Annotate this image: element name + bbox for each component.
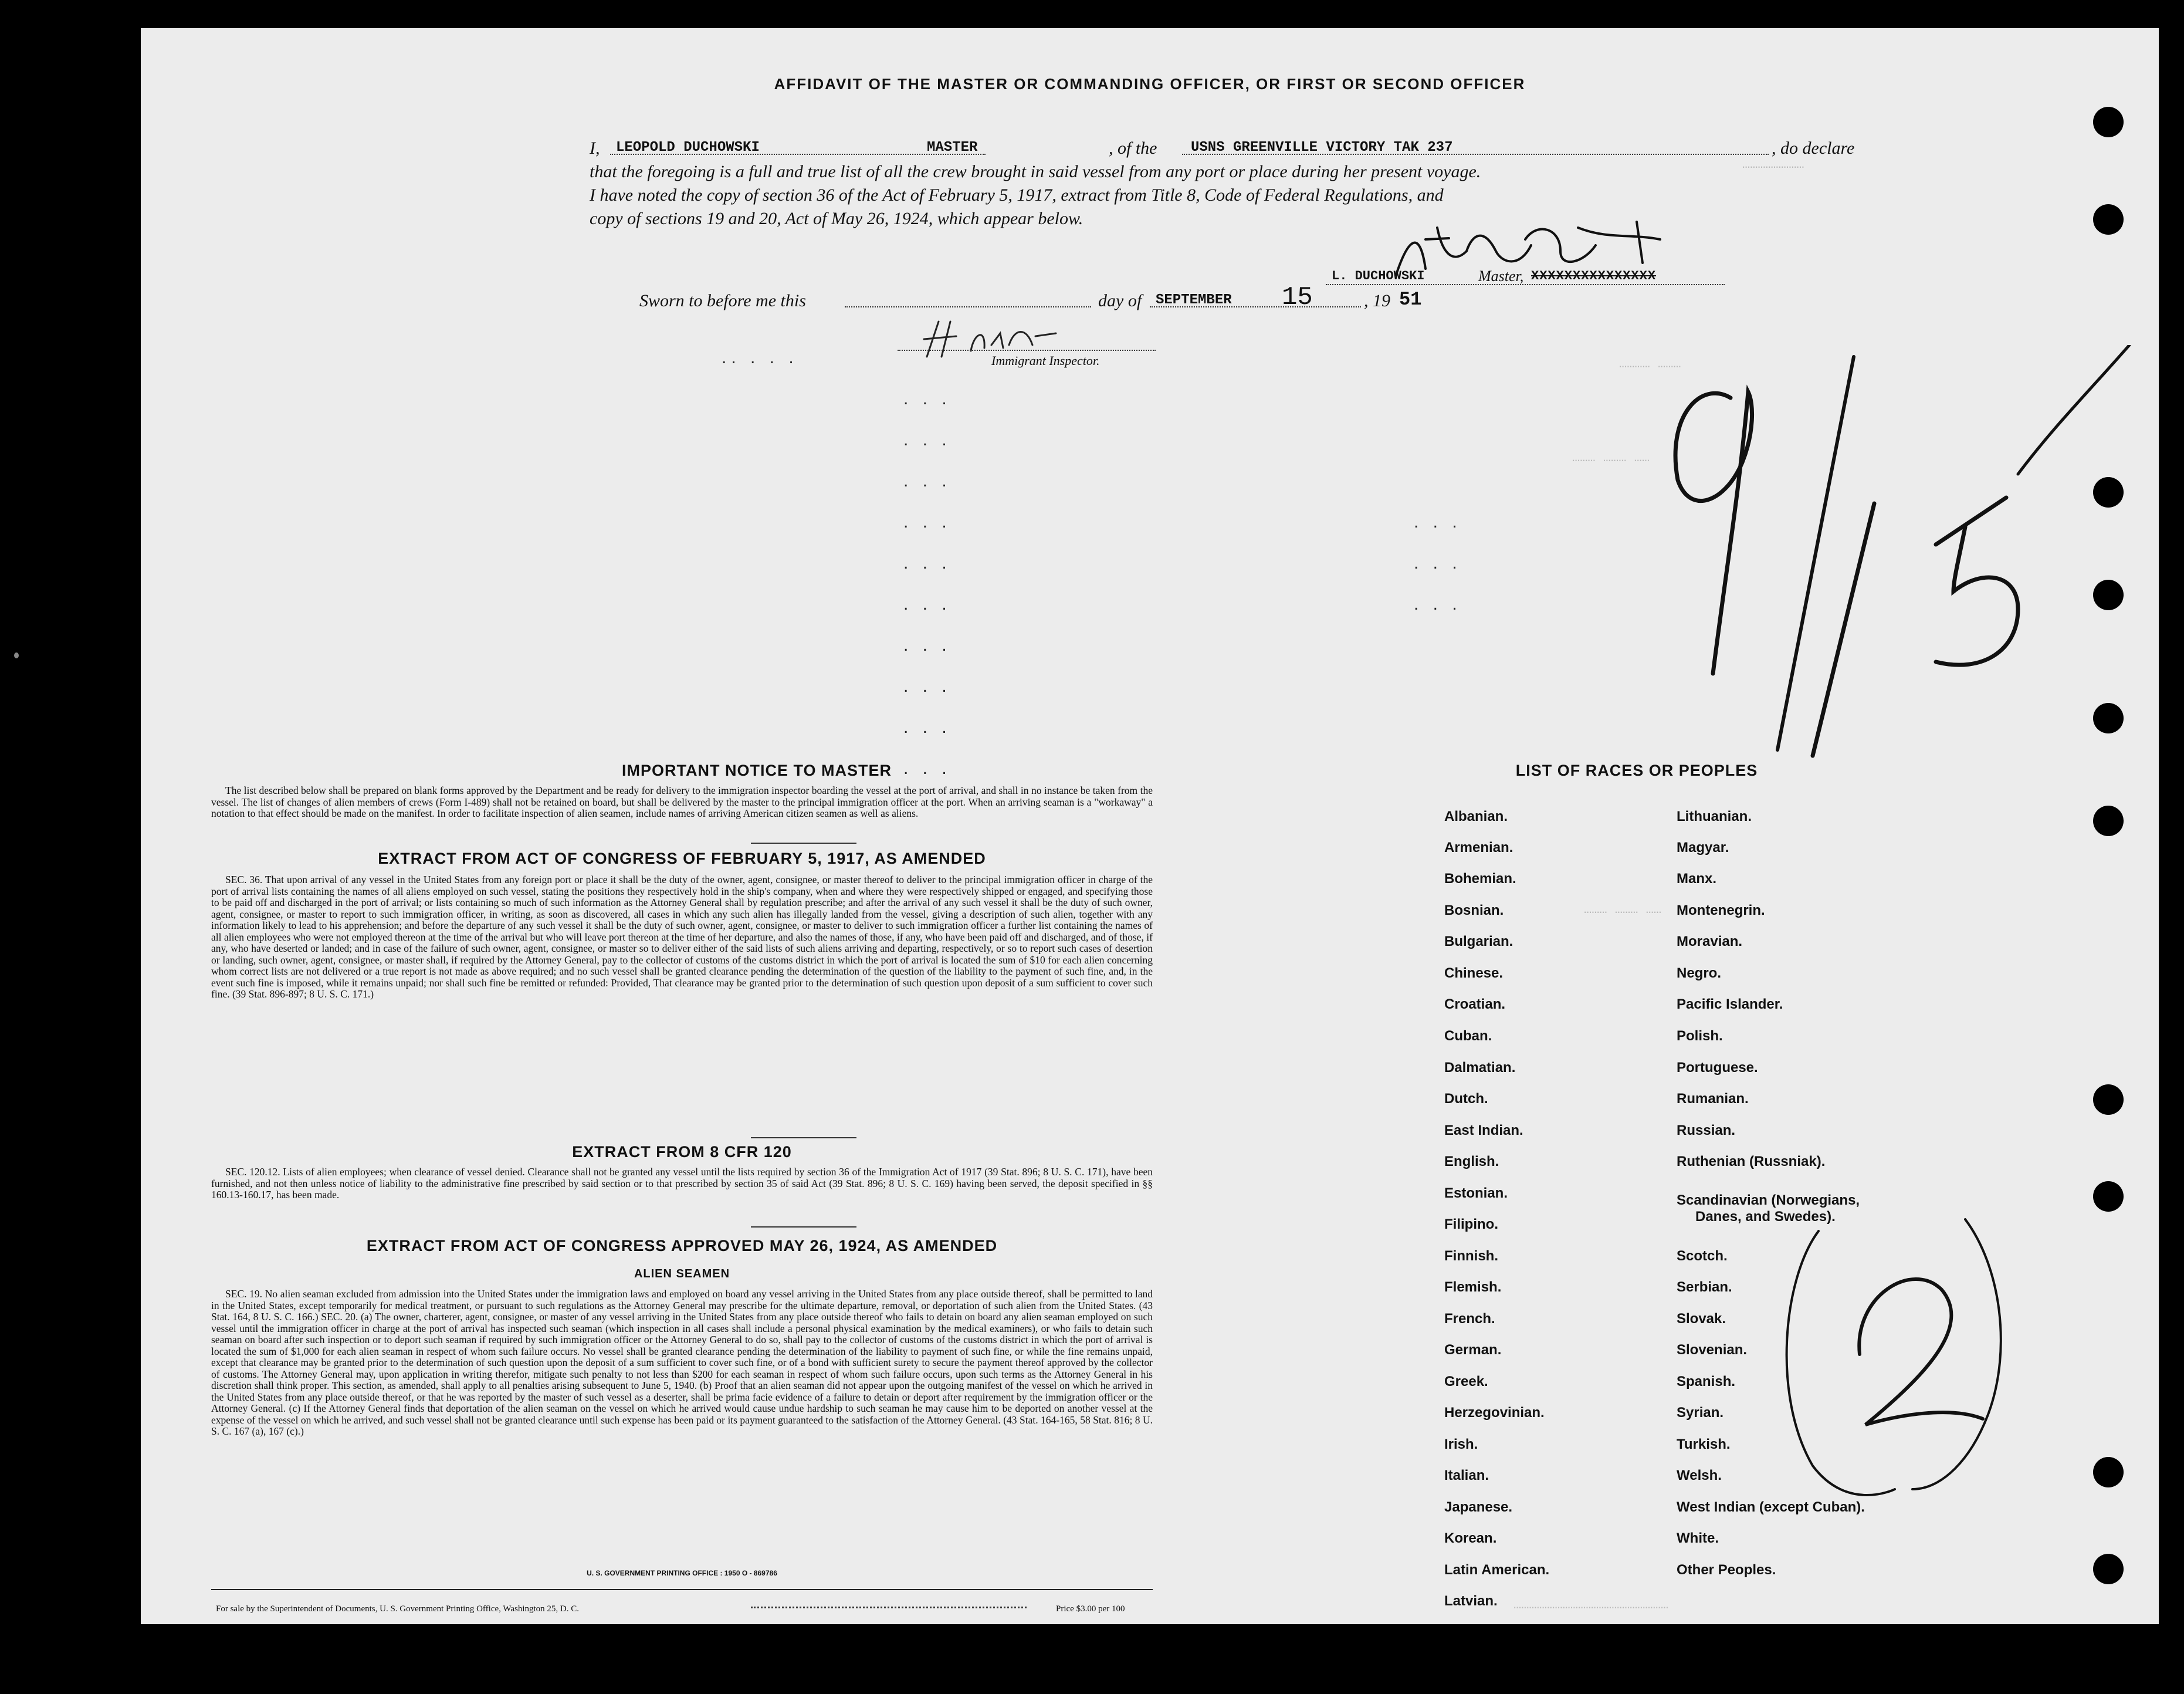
ditto-marks: . . . [1414,553,1462,573]
ditto-marks: . . . [903,677,952,696]
punch-hole [2093,204,2124,235]
inspector-line [898,350,1156,351]
extract-1917-title: EXTRACT FROM ACT OF CONGRESS OF FEBRUARY 5, 1917, AS AMENDED [378,850,986,867]
race-left-item: Herzegovinian. [1444,1405,1545,1421]
gpo-imprint: U. S. GOVERNMENT PRINTING OFFICE : 1950 O - 869786 [587,1569,777,1577]
affidavit-line-3: I have noted the copy of section 36 of the Act of February 5, 1917, extract from Title 8, Code of Federal Regulations, and [590,185,1444,205]
race-right-item: Russian. [1677,1122,1736,1138]
race-left-item: French. [1444,1311,1495,1327]
affidavit-prefix: I, [590,138,600,158]
race-right-item: White. [1677,1530,1719,1546]
race-left-item: Irish. [1444,1436,1478,1452]
race-right-item: Serbian. [1677,1279,1732,1295]
of-the-text: , of the [1109,138,1157,158]
section-rule [751,843,856,844]
ditto-marks: . . . [903,594,952,614]
race-left-item: Japanese. [1444,1499,1513,1515]
race-right-item: Portuguese. [1677,1060,1758,1076]
extract-1924-subtitle: ALIEN SEAMEN [634,1267,730,1280]
form-sheet [141,28,2159,1624]
ditto-marks: .. . . . [722,348,798,367]
race-right-item: Scotch. [1677,1248,1728,1264]
struck-text: XXXXXXXXXXXXXXX [1531,269,1657,283]
master-name: LEOPOLD DUCHOWSKI [616,140,760,155]
race-right-item: West Indian (except Cuban). [1677,1499,1865,1515]
ditto-marks: . . . [903,718,952,737]
year-suffix: 51 [1399,289,1422,310]
section-rule [751,1226,856,1228]
signature-line [1326,284,1725,285]
signer-typed-name: L. DUCHOWSKI [1332,269,1425,283]
bleed-through-text: ……… ……… …… [1584,902,1662,917]
handwritten-date [1607,345,2135,814]
race-right-item: Welsh. [1677,1468,1722,1483]
punch-hole [2093,1084,2124,1115]
ditto-marks: . . . [903,553,952,573]
affidavit-line-4: copy of sections 19 and 20, Act of May 26, 1924, which appear below. [590,209,1083,228]
sale-leader [751,1607,1027,1608]
race-left-item: Korean. [1444,1530,1497,1546]
race-left-item: Italian. [1444,1468,1489,1483]
punch-hole [2093,1554,2124,1584]
race-left-item: Estonian. [1444,1185,1508,1201]
race-left-item: Latvian. [1444,1593,1498,1609]
race-right-item: Other Peoples. [1677,1562,1776,1578]
race-left-item: Chinese. [1444,965,1504,981]
race-right-item: Montenegrin. [1677,902,1765,918]
punch-hole [2093,1457,2124,1487]
race-right-item: Moravian. [1677,934,1743,949]
ditto-marks: . . . [1414,594,1462,614]
race-left-item: Dalmatian. [1444,1060,1516,1076]
race-left-item: Cuban. [1444,1028,1492,1044]
price-notice: Price $3.00 per 100 [1056,1604,1125,1614]
ditto-marks: . . . [1414,512,1462,532]
race-right-item: Lithuanian. [1677,809,1752,824]
sworn-day: 15 [1282,283,1313,312]
race-left-item: Croatian. [1444,996,1506,1012]
notice-text: The list described below shall be prepared on blank forms approved by the Department and be ready for delivery to the immigration inspector boarding the vessel at the port of arrival, and shall in no instance be taken from the vessel. The list of changes of alien members of crews (Form I-489) shall not be retained on board, but shall be delivered by the master to the principal immigration officer at the port. When an arriving seaman is a "workaway" a notation to that effect should be made on the manifest. In order to facilitate inspection of alien seamen, include names of arriving American citizen seamen as well as aliens. [211,785,1153,819]
year-prefix: , 19 [1364,291,1390,310]
day-of-text: day of [1098,291,1142,310]
races-title: LIST OF RACES OR PEOPLES [1515,762,1758,779]
race-left-item: Dutch. [1444,1091,1488,1107]
bleed-through-text: …………………… [1742,157,1804,172]
affidavit-title: AFFIDAVIT OF THE MASTER OR COMMANDING OFFICER, OR FIRST OR SECOND OFFICER [774,75,1526,93]
race-right-item: Negro. [1677,965,1722,981]
ditto-marks: . . . [903,635,952,655]
sale-notice: For sale by the Superintendent of Documents, U. S. Government Printing Office, Washington 25, D. C. [216,1604,579,1614]
footer-rule [211,1589,1153,1590]
race-right-item: Danes, and Swedes). [1695,1209,1836,1225]
race-left-item: East Indian. [1444,1122,1523,1138]
race-right-item: Magyar. [1677,840,1729,856]
race-right-item: Ruthenian (Russniak). [1677,1154,1826,1169]
race-left-item: Flemish. [1444,1279,1502,1295]
bleed-through-text: ……… ……… …… [1572,451,1650,465]
ditto-marks: . . . [903,430,952,449]
vessel-name: USNS GREENVILLE VICTORY TAK 237 [1191,140,1453,155]
race-left-item: Bohemian. [1444,871,1516,887]
race-right-item: Spanish. [1677,1374,1736,1389]
affidavit-line-2: that the foregoing is a full and true list of all the crew brought in said vessel from any port or place during her present voyage. [590,162,1481,181]
race-right-item: Slovenian. [1677,1342,1748,1358]
race-left-item: Armenian. [1444,840,1513,856]
race-right-item: Turkish. [1677,1436,1731,1452]
punch-hole [2093,1181,2124,1212]
race-right-item: Rumanian. [1677,1091,1749,1107]
race-right-item: Polish. [1677,1028,1723,1044]
sworn-day-field [845,306,1091,307]
race-right-item: Scandinavian (Norwegians, [1677,1192,1860,1208]
punch-hole [2093,107,2124,137]
bleed-through-text: ………… ……… [1619,357,1681,371]
race-left-item: Bosnian. [1444,902,1504,918]
race-left-item: Latin American. [1444,1562,1550,1578]
scan-speck [14,652,19,658]
inspector-label: Immigrant Inspector. [991,353,1100,368]
race-left-item: Greek. [1444,1374,1488,1389]
signer-title: Master, [1478,268,1524,285]
extract-cfr-title: EXTRACT FROM 8 CFR 120 [572,1143,792,1161]
bleed-through-text: …………………………………………………… [1513,1598,1669,1612]
race-right-item: Syrian. [1677,1405,1724,1421]
master-rank: MASTER [927,140,978,155]
section-rule [751,1137,856,1138]
ditto-marks: . . . [903,759,952,778]
sworn-month: SEPTEMBER [1156,292,1232,308]
race-left-item: English. [1444,1154,1499,1169]
race-left-item: Bulgarian. [1444,934,1513,949]
race-left-item: Finnish. [1444,1248,1498,1264]
extract-1924-text: SEC. 19. No alien seaman excluded from admission into the United States under the immigration laws and employed on board any vessel arriving in the United States from any place outside thereof, shall be permitted to land in the United States, except temporarily for medical treatment, or pursuant to such regulations as the Attorney General may prescribe for the ultimate departure, removal, or deportation of such alien from the United States. (43 Stat. 164, 8 U. S. C. 166.) SEC. 20. (a) The owner, charterer, agent, consignee, or master of any vessel arriving in the United States from any place outside thereof who fails to detain on board any alien seaman employed on such vessel until the immigration officer in charge at the port of arrival has inspected such seaman (which inspection in all cases shall include a personal physical examination by the medical examiners), or who fails to detain such seaman on board after such inspection or to deport such seaman if required by such immigration officer or the Attorney General to do so, shall pay to the collector of customs of the customs district in which the port of arrival is located the sum of $1,000 for each alien seaman in respect of whom such failure occurs. No vessel shall be granted clearance pending the determination of the liability to payment of such fine, or while the fine remains unpaid, except that clearance may be granted prior to the determination of such question upon the deposit of a sum sufficient to cover such fine, or of a bond with sufficient surety to secure the payment thereof approved by the collector of customs. The Attorney General may, upon application in writing therefor, mitigate such penalty to not less than $200 for each seaman in respect of whom such failure occurs, upon such terms as the Attorney General in his discretion shall think proper. This section, as amended, shall apply to all penalties arising subsequent to June 5, 1940. (b) Proof that an alien seaman did not appear upon the outgoing manifest of the vessel on which he arrived in the United States from any place outside thereof, or that he was reported by the master of such vessel as a deserter, shall be prima facie evidence of a failure to detain or deport after requirement by the immigration officer or the Attorney General. (c) If the Attorney General finds that deportation of the alien seaman on the vessel on which he arrived would cause undue hardship to such seaman he may cause him to be deported on another vessel at the expense of the vessel on which he arrived, and such vessel shall not be granted clearance until such expense has been paid or its payment guaranteed to the satisfaction of the Attorney General. (43 Stat. 164-165, 58 Stat. 816; 8 U. S. C. 167 (a), 167 (c).) [211,1288,1153,1437]
sworn-prefix: Sworn to before me this [639,291,806,310]
ditto-marks: . . . [903,512,952,532]
ditto-marks: . . . [903,389,952,408]
notice-title: IMPORTANT NOTICE TO MASTER [622,762,892,779]
affidavit-line-1 [590,138,600,158]
race-right-item: Slovak. [1677,1311,1726,1327]
extract-1917-text: SEC. 36. That upon arrival of any vessel in the United States from any foreign port or place it shall be the duty of the owner, agent, consignee, or master thereof to deliver to the principal immigration officer in charge of the port of arrival lists containing the names of all aliens employed on such vessel, stating the positions they respectively hold in the ship's company, when and where they were respectively shipped or engaged, and specifying those to be paid off and discharged in the port of arrival; or lists containing so much of such information as the Attorney General shall by regulation prescribe; and after the arrival of any such vessel it shall be the duty of such owner, agent, consignee, or master to report to such immigration officer, in writing, as soon as discovered, all cases in which any such alien has illegally landed from the vessel, giving a description of such alien, together with any information likely to lead to his apprehension; and before the departure of any such vessel it shall be the duty of such owner, agent, consignee, or master to deliver to such immigration officer a further list containing the names of all alien employees who were not employed thereon at the time of the arrival but who will leave port thereon at the time of her departure, and also the names of those, if any, who have been paid off and discharged, and of those, if any, who have deserted or landed; and in case of the failure of such owner, agent, consignee, or master so to deliver either of the said lists of such aliens arriving and departing, respectively, or so to report such cases of desertion or landing, such owner, agent, consignee, or master shall, if required by the Attorney General, pay to the collector of customs of the customs district in which the port of arrival is located the sum of $10 for each alien concerning whom correct lists are not delivered or a true report is not made as above required; and no such vessel shall be granted clearance pending the determination of the question of the liability to the payment of such fine, and, in the event such fine is imposed, while it remains unpaid; nor shall such fine be remitted or refunded: Provided, That clearance may be granted prior to the determination of such question upon deposit of a sum sufficient to cover such fine. (39 Stat. 896-897; 8 U. S. C. 171.) [211,874,1153,1000]
ditto-marks: . . . [903,471,952,491]
extract-1924-title: EXTRACT FROM ACT OF CONGRESS APPROVED MAY 26, 1924, AS AMENDED [366,1237,998,1255]
race-right-item: Pacific Islander. [1677,996,1783,1012]
race-left-item: Albanian. [1444,809,1508,824]
race-left-item: German. [1444,1342,1502,1358]
race-left-item: Filipino. [1444,1216,1498,1232]
race-right-item: Manx. [1677,871,1717,887]
do-declare-text: , do declare [1772,138,1855,158]
extract-cfr-text: SEC. 120.12. Lists of alien employees; when clearance of vessel denied. Clearance shall not be granted any vessel until the lists required by section 36 of the Immigration Act of 1917 (39 Stat. 896; 8 U. S. C. 171), have been furnished, and not then unless notice of liability to the administrative fine prescribed by said section or to that prescribed by section 35 of said Act (39 Stat. 896; 8 U. S. C. 169) having been served, the deposit specified in §§ 160.13-160.17, has been made. [211,1166,1153,1201]
